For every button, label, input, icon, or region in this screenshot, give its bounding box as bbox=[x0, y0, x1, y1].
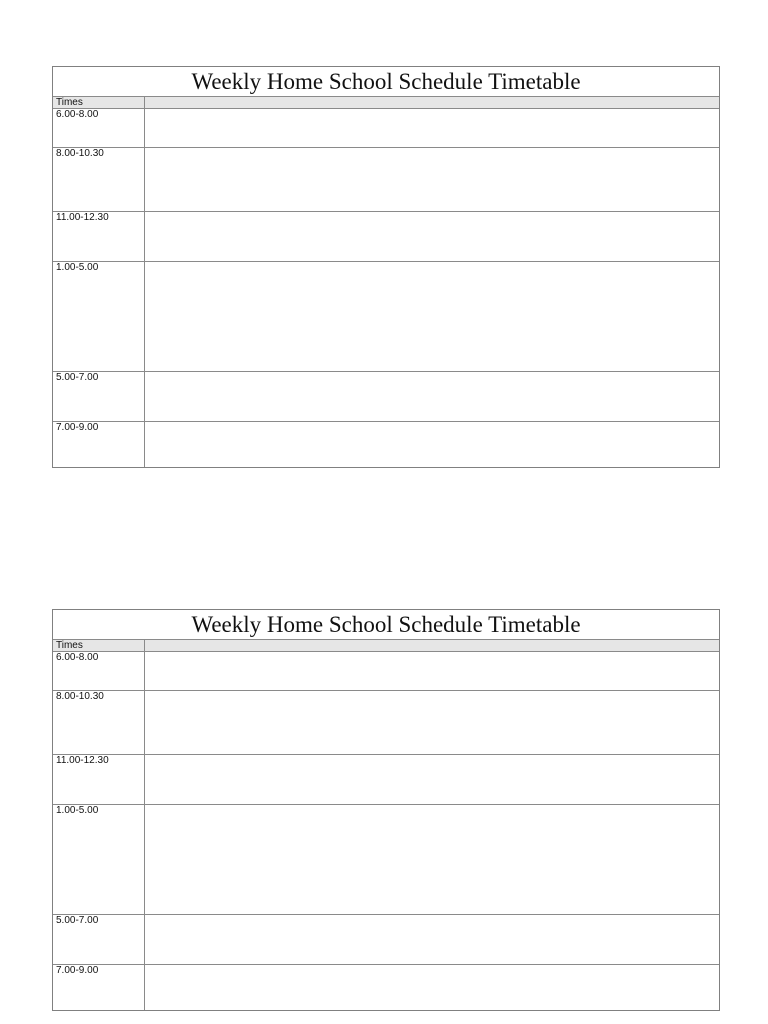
activity-cell[interactable] bbox=[145, 262, 719, 371]
table-row bbox=[53, 915, 719, 965]
activity-cell[interactable] bbox=[145, 915, 719, 964]
table-row bbox=[53, 109, 719, 148]
timetable-title: Weekly Home School Schedule Timetable bbox=[53, 67, 719, 97]
activity-cell[interactable] bbox=[145, 372, 719, 421]
table-row bbox=[53, 691, 719, 755]
time-slot-cell: 6.00-8.00 bbox=[53, 652, 145, 690]
timetable-header-row bbox=[53, 97, 719, 109]
timetable-1 bbox=[52, 66, 720, 468]
table-row bbox=[53, 652, 719, 691]
table-row bbox=[53, 212, 719, 262]
activity-cell[interactable] bbox=[145, 422, 719, 467]
time-slot-cell: 8.00-10.30 bbox=[53, 148, 145, 211]
table-row bbox=[53, 965, 719, 1010]
time-slot-cell: 7.00-9.00 bbox=[53, 422, 145, 467]
timetable-title: Weekly Home School Schedule Timetable bbox=[53, 610, 719, 640]
activity-cell[interactable] bbox=[145, 755, 719, 804]
activity-cell[interactable] bbox=[145, 652, 719, 690]
table-row bbox=[53, 372, 719, 422]
time-slot-cell: 8.00-10.30 bbox=[53, 691, 145, 754]
activity-cell[interactable] bbox=[145, 148, 719, 211]
table-row bbox=[53, 805, 719, 915]
time-slot-cell: 11.00-12.30 bbox=[53, 212, 145, 261]
time-slot-cell: 5.00-7.00 bbox=[53, 372, 145, 421]
table-row bbox=[53, 148, 719, 212]
activity-cell[interactable] bbox=[145, 965, 719, 1010]
time-slot-cell: 1.00-5.00 bbox=[53, 262, 145, 371]
activity-cell[interactable] bbox=[145, 109, 719, 147]
table-row bbox=[53, 422, 719, 467]
time-slot-cell: 5.00-7.00 bbox=[53, 915, 145, 964]
table-row bbox=[53, 262, 719, 372]
times-column-header: Times bbox=[53, 97, 145, 108]
time-slot-cell: 11.00-12.30 bbox=[53, 755, 145, 804]
activity-column-header bbox=[145, 97, 719, 108]
activity-cell[interactable] bbox=[145, 212, 719, 261]
timetable-2 bbox=[52, 609, 720, 1011]
time-slot-cell: 7.00-9.00 bbox=[53, 965, 145, 1010]
times-column-header: Times bbox=[53, 640, 145, 651]
activity-cell[interactable] bbox=[145, 805, 719, 914]
timetable-header-row bbox=[53, 640, 719, 652]
time-slot-cell: 1.00-5.00 bbox=[53, 805, 145, 914]
activity-cell[interactable] bbox=[145, 691, 719, 754]
activity-column-header bbox=[145, 640, 719, 651]
time-slot-cell: 6.00-8.00 bbox=[53, 109, 145, 147]
table-row bbox=[53, 755, 719, 805]
